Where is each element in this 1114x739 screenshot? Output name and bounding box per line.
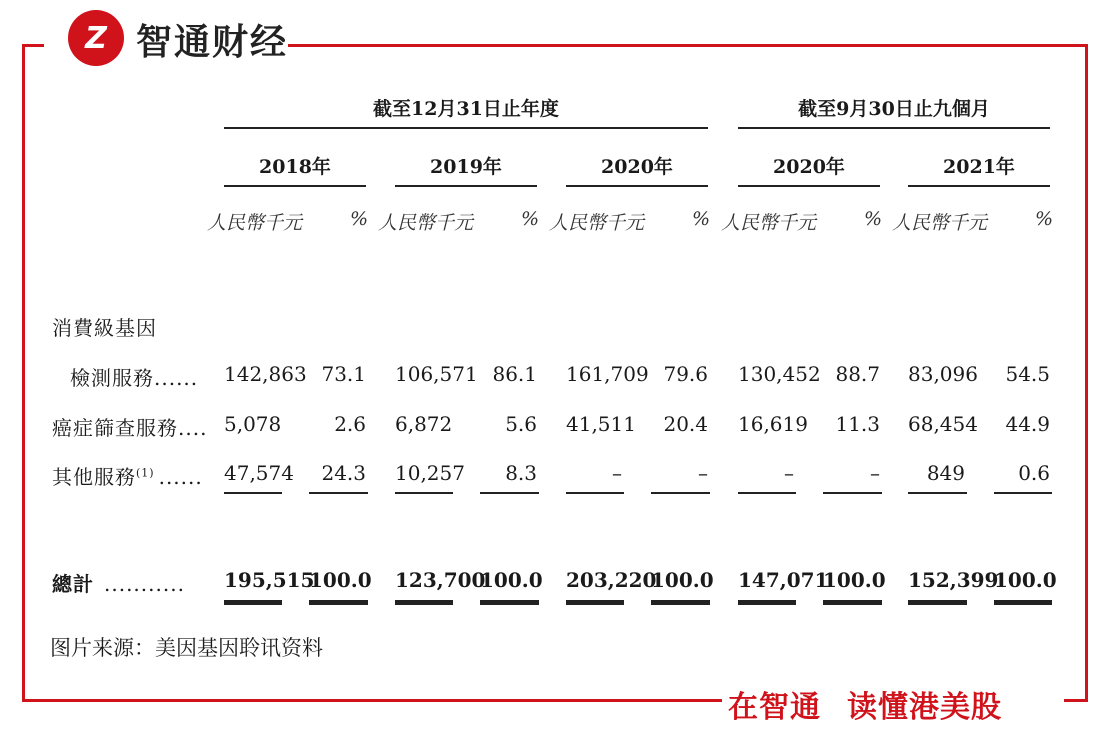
row-label-text: 癌症篩查服務: [52, 416, 178, 440]
pct-label: %: [521, 208, 540, 230]
row-label-consumer-genetic-2: [70, 362, 198, 391]
table-cell: 11.3: [835, 412, 880, 436]
row-label-total: [52, 568, 185, 597]
total-cell: 100.0: [994, 568, 1057, 592]
table-cell: 83,096: [908, 362, 978, 386]
table-cell: 20.4: [663, 412, 708, 436]
unit-label: 人民幣千元: [207, 212, 303, 234]
year-rule-2020: [566, 185, 708, 187]
subtotal-rule: [738, 492, 796, 494]
table-cell: 161,709: [566, 362, 649, 386]
leader-dots: ......: [158, 465, 203, 489]
total-cell: 123,700: [395, 568, 486, 592]
table-cell: 849: [926, 461, 965, 485]
year-header-2020-9m: 2020年: [773, 156, 845, 178]
year-header-2021-9m: 2021年: [943, 156, 1015, 178]
table-cell: 130,452: [738, 362, 821, 386]
pct-label: %: [692, 208, 711, 230]
brand-slogan: [728, 682, 1002, 726]
frame-top-left: [22, 44, 44, 47]
year-header-2018: 2018年: [259, 156, 331, 178]
subtotal-rule: [224, 492, 282, 494]
table-cell: 41,511: [566, 412, 636, 436]
row-label-text: 其他服務: [52, 465, 136, 489]
footnote-marker: (1): [136, 466, 155, 480]
total-double-rule: [309, 600, 368, 605]
table-cell: 44.9: [1005, 412, 1050, 436]
total-cell: 100.0: [309, 568, 372, 592]
total-cell: 195,515: [224, 568, 315, 592]
total-double-rule: [566, 600, 624, 605]
year-rule-2019: [395, 185, 537, 187]
slogan-part-1: 在智通: [728, 690, 821, 725]
total-cell: 152,399: [908, 568, 999, 592]
table-cell: 5,078: [224, 412, 282, 436]
table-cell: 8.3: [505, 461, 537, 485]
subtotal-rule: [651, 492, 710, 494]
row-label-cancer-screening: [52, 412, 207, 441]
unit-label: 人民幣千元: [892, 212, 988, 234]
total-cell: 147,071: [738, 568, 829, 592]
table-cell: 47,574: [224, 461, 294, 485]
frame-top-right: [288, 44, 1088, 47]
table-cell: 88.7: [835, 362, 880, 386]
total-double-rule: [823, 600, 882, 605]
table-cell: –: [612, 461, 622, 485]
frame-left: [22, 44, 25, 702]
total-double-rule: [908, 600, 967, 605]
row-label-text: 檢測服務: [70, 366, 154, 390]
unit-label: 人民幣千元: [721, 212, 817, 234]
frame-right: [1085, 44, 1088, 702]
pct-label: %: [350, 208, 369, 230]
table-cell: 86.1: [492, 362, 537, 386]
total-double-rule: [651, 600, 710, 605]
total-double-rule: [994, 600, 1052, 605]
unit-label: 人民幣千元: [549, 212, 645, 234]
year-header-2019: 2019年: [430, 156, 502, 178]
total-cell: 100.0: [651, 568, 714, 592]
year-rule-2018: [224, 185, 366, 187]
total-cell: 100.0: [480, 568, 543, 592]
group-rule-nine-months: [738, 127, 1050, 129]
leader-dots: ...........: [104, 572, 185, 596]
year-rule-2021-9m: [908, 185, 1050, 187]
subtotal-rule: [908, 492, 967, 494]
table-cell: 106,571: [395, 362, 478, 386]
brand-logo-icon: Z: [68, 10, 124, 66]
subtotal-rule: [566, 492, 624, 494]
table-cell: –: [870, 461, 880, 485]
subtotal-rule: [309, 492, 368, 494]
total-double-rule: [738, 600, 796, 605]
subtotal-rule: [395, 492, 453, 494]
table-cell: 2.6: [334, 412, 366, 436]
table-cell: 6,872: [395, 412, 453, 436]
source-caption: 图片来源：美因基因聆讯资料: [50, 636, 323, 660]
leader-dots: ......: [154, 366, 199, 390]
table-cell: –: [698, 461, 708, 485]
table-cell: 16,619: [738, 412, 808, 436]
slogan-part-2: 读懂港美股: [847, 690, 1002, 725]
leader-dots: ....: [178, 416, 208, 440]
total-double-rule: [395, 600, 453, 605]
group-header-annual: 截至12月31日止年度: [373, 98, 559, 120]
brand-name: 智通财经: [136, 22, 289, 63]
table-cell: 73.1: [321, 362, 366, 386]
row-label-other-services: [52, 461, 203, 490]
year-header-2020: 2020年: [601, 156, 673, 178]
subtotal-rule: [480, 492, 539, 494]
table-cell: 5.6: [505, 412, 537, 436]
group-rule-annual: [224, 127, 708, 129]
frame-bottom-left: [22, 699, 722, 702]
table-cell: 0.6: [1018, 461, 1050, 485]
row-label-text: 總計: [52, 572, 94, 596]
row-label-consumer-genetic: 消費級基因: [52, 316, 157, 340]
table-cell: 79.6: [663, 362, 708, 386]
pct-label: %: [1035, 208, 1054, 230]
subtotal-rule: [823, 492, 882, 494]
group-header-nine-months: 截至9月30日止九個月: [798, 98, 990, 120]
table-cell: 24.3: [321, 461, 366, 485]
total-double-rule: [224, 600, 282, 605]
frame-bottom-right: [1064, 699, 1088, 702]
table-cell: 142,863: [224, 362, 307, 386]
total-cell: 203,220: [566, 568, 657, 592]
subtotal-rule: [994, 492, 1052, 494]
total-cell: 100.0: [823, 568, 886, 592]
pct-label: %: [864, 208, 883, 230]
table-cell: 54.5: [1005, 362, 1050, 386]
year-rule-2020-9m: [738, 185, 880, 187]
total-double-rule: [480, 600, 539, 605]
unit-label: 人民幣千元: [378, 212, 474, 234]
table-cell: –: [784, 461, 794, 485]
table-cell: 68,454: [908, 412, 978, 436]
table-cell: 10,257: [395, 461, 465, 485]
